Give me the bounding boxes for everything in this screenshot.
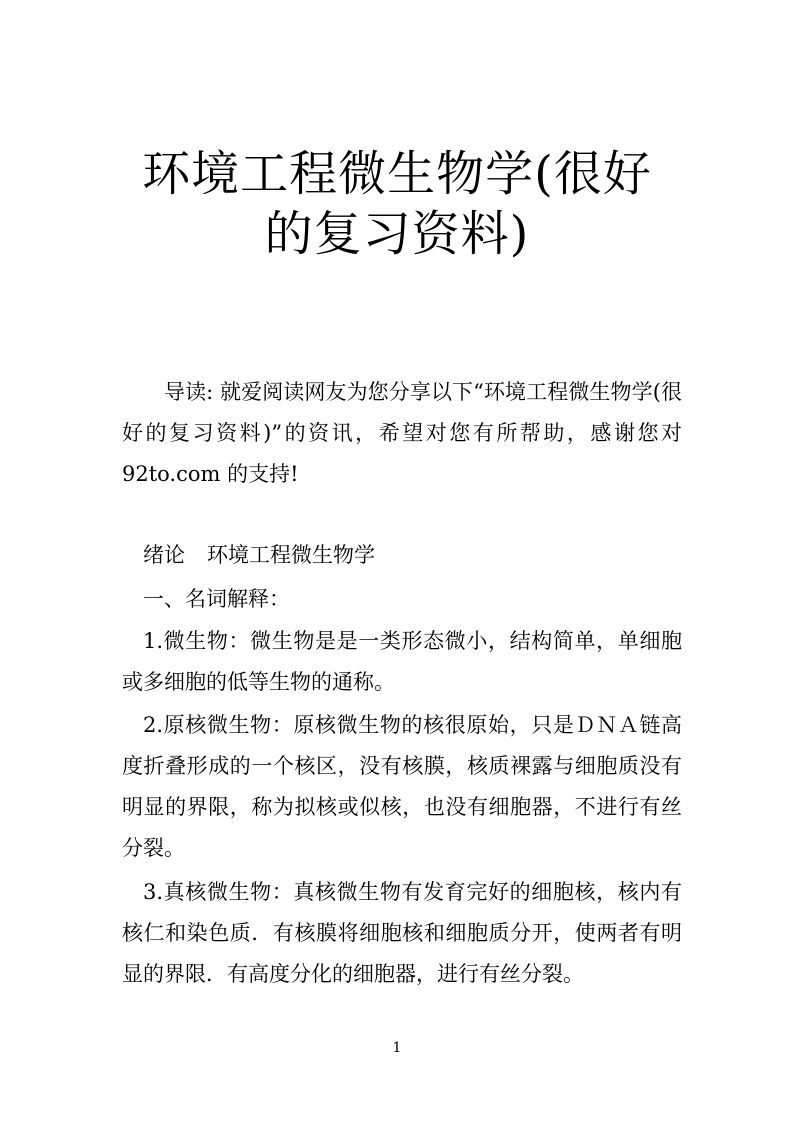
definition-2: 2.原核微生物：原核微生物的核很原始，只是ＤＮＡ链高度折叠形成的一个核区，没有核膜，核质裸露与细胞质没有明显的界限，称为拟核或似核，也没有细胞器，不进行有丝分裂。	[122, 713, 682, 860]
section-heading: 一、名词解释：	[143, 587, 290, 611]
intro-paragraph: 导读: 就爱阅读网友为您分享以下“环境工程微生物学(很好的复习资料)”的资讯，希望对您有所帮助，感谢您对92to.com 的支持!	[122, 380, 682, 486]
chapter-label: 绪论	[143, 543, 185, 567]
definition-1: 1.微生物：微生物是是一类形态微小，结构简单，单细胞或多细胞的低等生物的通称。	[122, 629, 682, 694]
chapter-heading	[143, 535, 703, 576]
chapter-name: 环境工程微生物学	[207, 543, 375, 567]
page-number: 1	[392, 1040, 402, 1056]
document-title-line-2: 的复习资料)	[264, 206, 530, 262]
definition-3: 3.真核微生物：真核微生物有发育完好的细胞核，核内有核仁和染色质．有核膜将细胞核和细胞质分开，使两者有明显的界限．有高度分化的细胞器，进行有丝分裂。	[122, 880, 682, 986]
document-title-line-1: 环境工程微生物学(很好	[142, 146, 652, 202]
